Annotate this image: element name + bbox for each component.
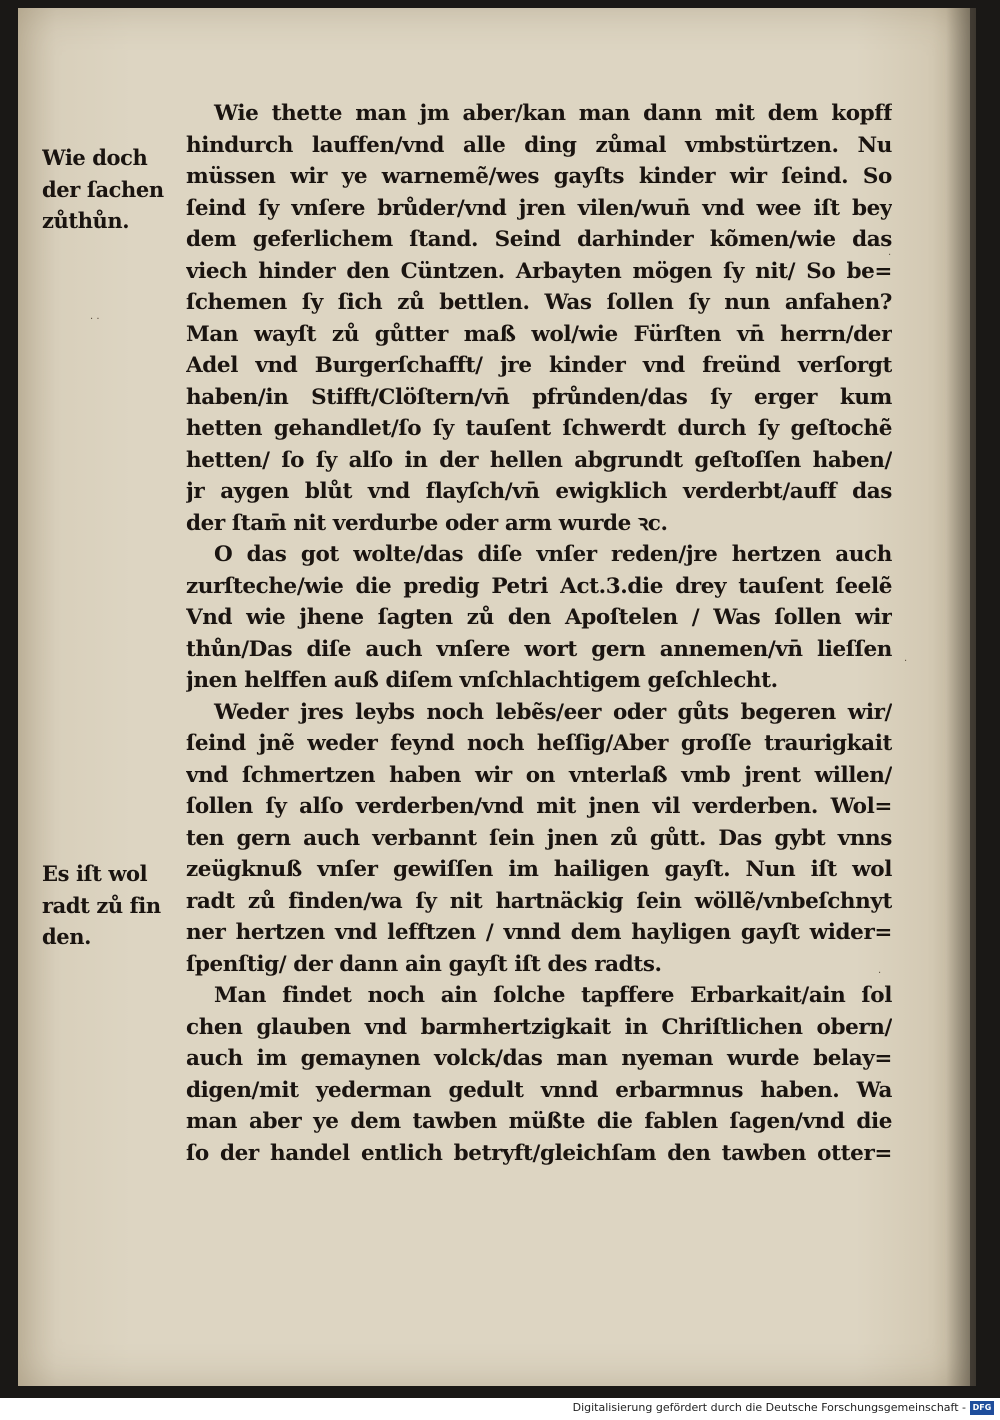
text-line: auch im gemaynen volck/das man nyeman wurde belay=	[186, 1046, 892, 1071]
dfg-logo: DFG	[970, 1401, 994, 1415]
margin-note-1	[42, 142, 188, 237]
text-line: chen glauben vnd barmhertzigkait in Chriſtlichen obern/	[186, 1014, 892, 1040]
text-line: viech hinder den Cüntzen. Arbayten mögen ſy nit/ So be=	[186, 258, 892, 284]
funding-credit: Digitalisierung gefördert durch die Deutsche Forschungsgemeinschaft -	[572, 1401, 966, 1414]
text-line: ſollen ſy alſo verderben/vnd mit jnen vil verderben. Wol=	[186, 794, 892, 819]
text-line: ner hertzen vnd lefftzen / vnnd dem hayligen gayſt wider=	[186, 920, 892, 945]
text-line: Man wayſt zů gůtter maß wol/wie Fürſten vn̄ herrn/der	[186, 321, 892, 347]
text-line: der ſtam̄ nit verdurbe oder arm wurde ꝛc.	[186, 510, 668, 536]
text-line: thůn/Das diſe auch vnſere wort gern annemen/vn̄ lieſſen	[186, 636, 892, 662]
text-line: müssen wir ye warnemẽ/wes gayſts kinder wir ſeind. So	[186, 164, 892, 189]
text-line: Man findet noch ain ſolche tapffere Erbarkait/ain ſol	[214, 983, 892, 1008]
text-line: ſpenſtig/ der dann ain gayſt iſt des radts.	[186, 951, 662, 977]
page-speck: ·	[888, 250, 892, 261]
text-line: hetten gehandlet/ſo ſy tauſent ſchwerdt durch ſy geſtochẽ	[186, 416, 892, 441]
text-line: haben/in Stifft/Clöſtern/vn̄ pfrůnden/das ſy erger kum	[186, 384, 892, 410]
text-line: zeügknuß vnſer gewiſſen im hailigen gayſt. Nun iſt wol	[186, 857, 892, 882]
text-line: ſeind ſy vnſere brůder/vnd jren vilen/wun̄ vnd wee iſt bey	[186, 195, 892, 221]
margin-note-line: Es iſt wol	[42, 861, 148, 886]
text-line: ſo der handel entlich betryft/gleichſam den tawben otter=	[186, 1140, 892, 1166]
text-line: Vnd wie jhene ſagten zů den Apoſtelen / Was ſollen wir	[186, 605, 892, 630]
text-line: man aber ye dem tawben müßte die fablen ſagen/vnd die	[186, 1109, 892, 1134]
margin-note-line: zůthůn.	[42, 208, 130, 233]
text-line: zurſteche/wie die predig Petri Act.3.die drey tauſent ſeelẽ	[186, 573, 892, 599]
text-line: digen/mit yederman gedult vnnd erbarmnus haben. Wa	[186, 1077, 892, 1103]
text-line: vnd ſchmertzen haben wir on vnterlaß vmb jrent willen/	[186, 762, 892, 788]
margin-note-line: der ſachen	[42, 176, 164, 202]
text-line: hetten/ ſo ſy alſo in der hellen abgrundt geſtoſſen haben/	[186, 447, 892, 473]
text-line: ſeind jnẽ weder feynd noch heſſig/Aber groſſe traurigkait	[186, 731, 892, 756]
text-line: jr aygen blůt vnd flayſch/vn̄ ewigklich verderbt/auff das	[186, 479, 892, 504]
text-line: Wie thette man jm aber/kan man dann mit dem kopff	[214, 101, 892, 126]
text-line: hindurch lauffen/vnd alle ding zůmal vmbstürtzen. Nu	[186, 132, 892, 158]
margin-note-line: Wie doch	[42, 145, 148, 170]
main-text-block	[186, 98, 892, 1169]
margin-note-2	[42, 858, 188, 953]
text-line: jnen helffen auß diſem vnſchlachtigem geſchlecht.	[186, 668, 778, 693]
text-line: dem geferlichem ſtand. Seind darhinder kõmen/wie das	[186, 227, 892, 252]
margin-note-line: den.	[42, 924, 92, 949]
text-line: ten gern auch verbannt ſein jnen zů gůtt. Das gybt vnns	[186, 825, 892, 851]
page-speck: · ·	[90, 314, 100, 325]
margin-note-line: radt zů fin	[42, 892, 161, 918]
page-speck: ·	[878, 968, 882, 979]
text-line: radt zů finden/wa ſy nit hartnäckig ſein wöllẽ/vnbeſchnyt	[186, 888, 892, 914]
text-line: Adel vnd Burgerſchafft/ jre kinder vnd freünd verſorgt	[186, 353, 892, 378]
text-line: ſchemen ſy ſich zů bettlen. Was ſollen ſy nun anfahen?	[186, 290, 892, 315]
text-line: O das got wolte/das diſe vnſer reden/jre hertzen auch	[214, 542, 892, 567]
text-line: Weder jres leybs noch lebẽs/eer oder gůts begeren wir/	[214, 699, 892, 725]
page-edge-shadow	[946, 8, 976, 1386]
page-speck: ·	[904, 656, 908, 667]
